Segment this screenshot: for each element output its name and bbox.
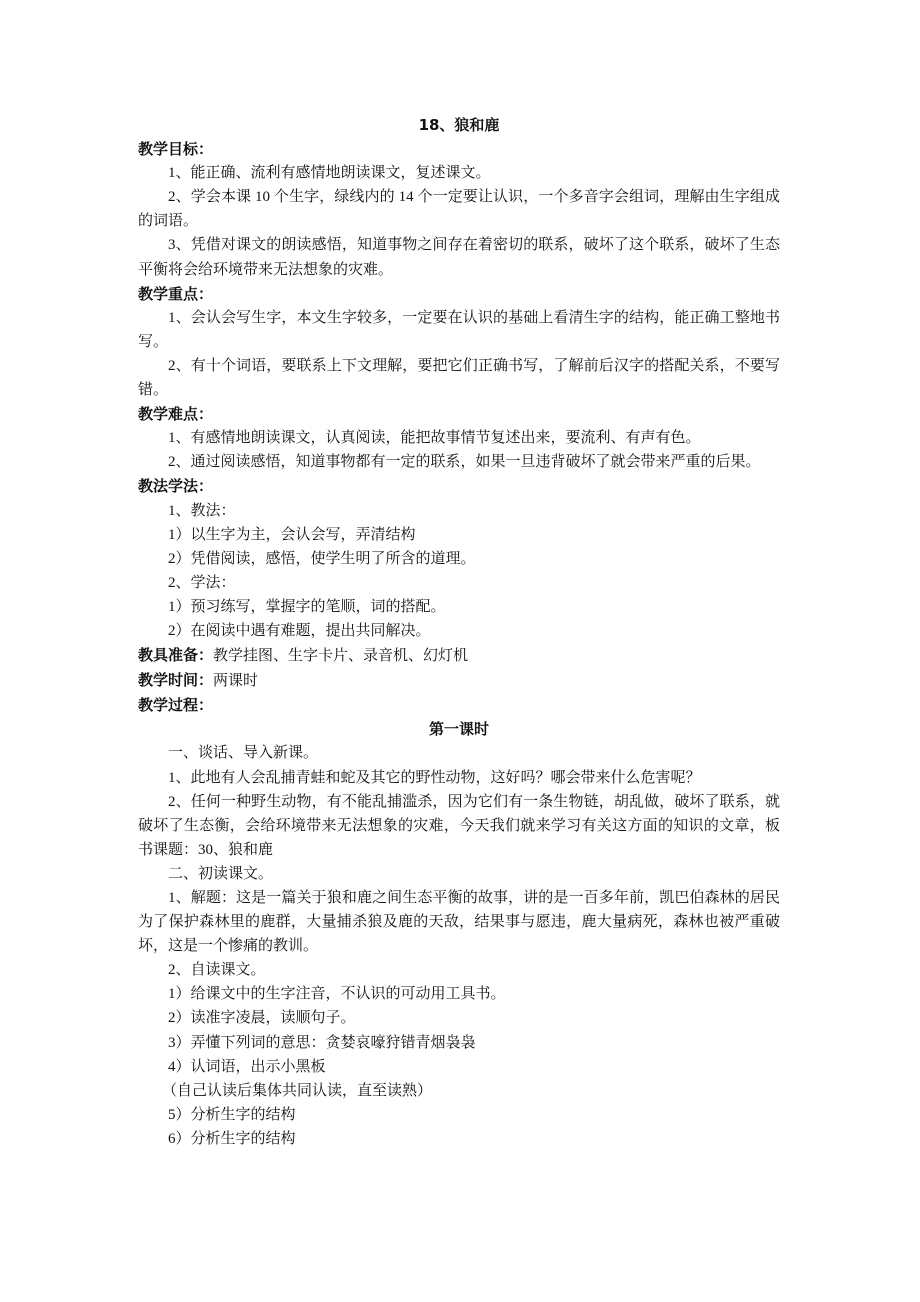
paragraph: 1、有感情地朗读课文，认真阅读，能把故事情节复述出来，要流利、有声有色。 xyxy=(168,430,701,447)
section-label: 教具准备： xyxy=(138,646,214,665)
document-page xyxy=(138,113,780,1151)
paragraph: 4）认词语，出示小黑板 xyxy=(168,1058,326,1075)
paragraph: 3、凭借对课文的朗读感悟，知道事物之间存在着密切的联系，破坏了这个联系，破坏了生态平衡将会给环境带来无法想象的灾难。 xyxy=(138,237,780,278)
section-value: 教学挂图、生字卡片、录音机、幻灯机 xyxy=(213,648,469,665)
document-body xyxy=(138,137,780,1151)
document-title: 18、狼和鹿 xyxy=(418,116,500,134)
paragraph: （自己认读后集体共同认读，直至读熟） xyxy=(162,1082,433,1099)
paragraph: 6）分析生字的结构 xyxy=(168,1130,296,1147)
paragraph: 1、解题：这是一篇关于狼和鹿之间生态平衡的故事，讲的是一百多年前，凯巴伯森林的居民为了保护森林里的鹿群，大量捕杀狼及鹿的天敌，结果事与愿违，鹿大量病死，森林也被严重破坏，这是一个惨痛的教训。 xyxy=(138,890,780,955)
paragraph: 2、学会本课 10 个生字，绿线内的 14 个一定要让认识，一个多音字会组词，理解由生字组成的词语。 xyxy=(138,189,780,230)
labeled-paragraph xyxy=(138,643,780,668)
paragraph: 1）预习练写，掌握字的笔顺，词的搭配。 xyxy=(168,598,446,615)
paragraph: 2）在阅读中遇有难题，提出共同解决。 xyxy=(168,622,431,639)
paragraph: 2、学法： xyxy=(168,574,236,591)
paragraph: 1、会认会写生字，本文生字较多，一定要在认识的基础上看清生字的结构，能正确工整地书写。 xyxy=(138,309,780,350)
paragraph: 2）凭借阅读，感悟，使学生明了所含的道理。 xyxy=(168,550,476,567)
section-label: 教学时间： xyxy=(138,671,214,690)
paragraph: 2、任何一种野生动物，有不能乱捕滥杀，因为它们有一条生物链，胡乱做，破坏了联系，就破坏了生态衡，会给环境带来无法想象的灾难，今天我们就来学习有关这方面的知识的文章，板书课题：30、狼和鹿 xyxy=(138,793,780,858)
paragraph: 二、初读课文。 xyxy=(168,865,274,882)
paragraph: 1、教法： xyxy=(168,502,236,519)
section-heading: 教学过程： xyxy=(138,696,214,715)
section-heading: 教学重点： xyxy=(138,284,214,303)
paragraph: 3）弄懂下列词的意思：贪婪哀嚎狩错青烟袅袅 xyxy=(168,1034,476,1051)
labeled-paragraph xyxy=(138,668,780,693)
section-heading: 教法学法： xyxy=(138,477,214,496)
paragraph: 1、能正确、流利有感情地朗读课文，复述课文。 xyxy=(168,165,491,182)
paragraph: 2、通过阅读感悟，知道事物都有一定的联系，如果一旦违背破坏了就会带来严重的后果。 xyxy=(168,454,761,471)
paragraph: 2、有十个词语，要联系上下文理解，要把它们正确书写，了解前后汉字的搭配关系，不要写错。 xyxy=(138,357,780,399)
paragraph: 一、谈话、导入新课。 xyxy=(168,745,319,762)
lesson-heading: 第一课时 xyxy=(428,720,489,739)
paragraph: 2）读准字凌晨，读顺句子。 xyxy=(168,1010,356,1027)
paragraph: 1、此地有人会乱捕青蛙和蛇及其它的野性动物，这好吗？哪会带来什么危害呢？ xyxy=(168,769,701,786)
section-value: 两课时 xyxy=(213,673,259,690)
paragraph: 1）给课文中的生字注音，不认识的可动用工具书。 xyxy=(168,986,506,1003)
paragraph: 2、自读课文。 xyxy=(168,962,266,979)
section-heading: 教学目标： xyxy=(138,140,214,159)
paragraph: 1）以生字为主，会认会写，弄清结构 xyxy=(168,526,416,543)
section-heading: 教学难点： xyxy=(138,405,214,424)
paragraph: 5）分析生字的结构 xyxy=(168,1106,296,1123)
